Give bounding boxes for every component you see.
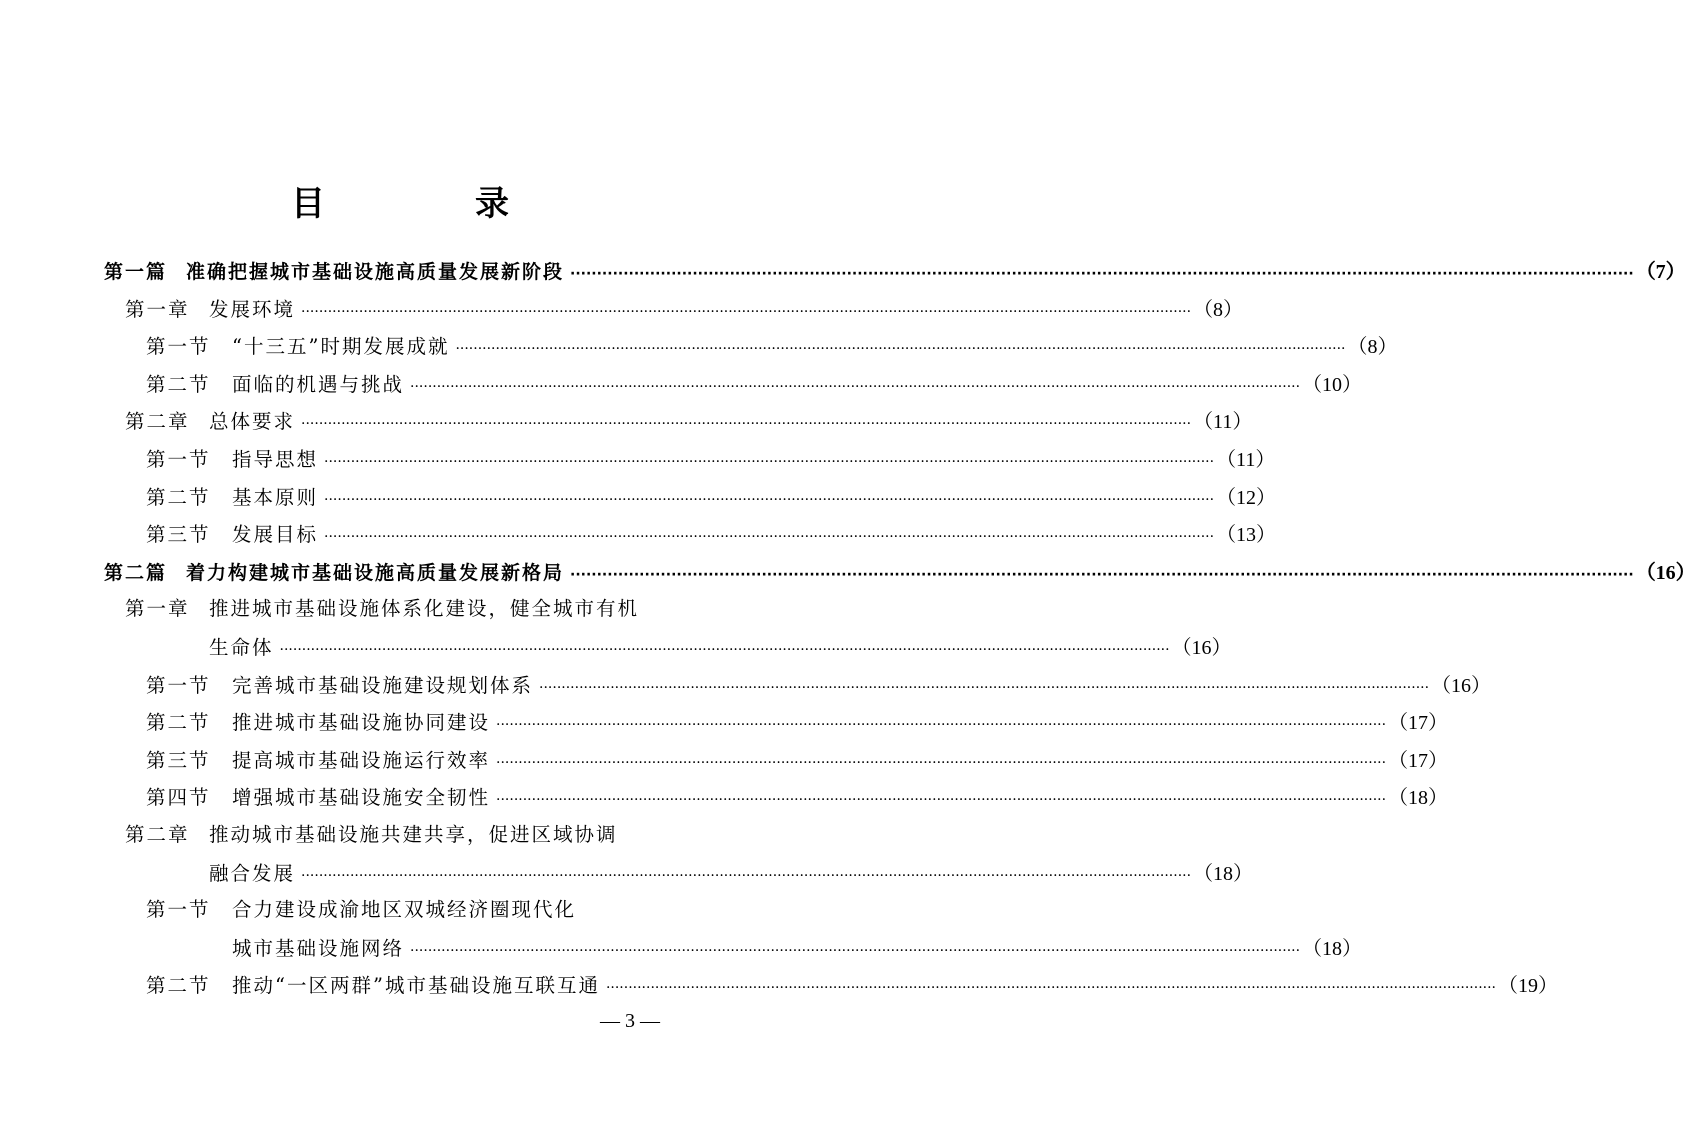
toc-entry-label: “十三五”时期发展成就 — [232, 335, 450, 359]
toc-entry — [146, 706, 1449, 735]
toc-entry-number: 第一节 — [146, 335, 211, 359]
toc-entry — [146, 969, 1558, 998]
toc-leader-dots: ········································································································································································································ — [301, 303, 1192, 320]
toc-entry-label: 合力建设成渝地区双城经济圈现代化 — [232, 898, 577, 922]
toc-entry-label: 完善城市基础设施建设规划体系 — [232, 673, 534, 697]
toc-entry-continuation — [209, 857, 1254, 886]
toc-entry — [104, 556, 1696, 585]
toc-leader-dots: ········································································································································································································ — [410, 942, 1301, 959]
toc-leader-dots: ········································································································································································································ — [301, 867, 1192, 884]
toc-entry — [146, 443, 1276, 472]
toc-entry-number: 第二节 — [146, 372, 211, 396]
toc-entry — [125, 593, 639, 621]
toc-leader-dots: ········································································································································································································ — [496, 792, 1387, 809]
toc-entry-label: 发展环境 — [209, 297, 296, 321]
toc-leader-dots: ········································································································································································································ — [324, 454, 1215, 470]
toc-entry — [146, 744, 1449, 773]
toc-entry — [146, 669, 1492, 698]
toc-entry-page: （19） — [1498, 975, 1558, 998]
toc-entry-label: 发展目标 — [232, 523, 319, 547]
toc-entry-number: 第二节 — [146, 711, 211, 735]
toc-entry-label: 融合发展 — [209, 861, 296, 885]
toc-leader-dots: ········································································································································································································ — [301, 416, 1192, 433]
page-number: — 3 — — [600, 1010, 660, 1032]
toc-entry-number: 第三节 — [146, 523, 211, 547]
toc-entry-label: 推进城市基础设施体系化建设，健全城市有机 — [209, 597, 640, 621]
toc-entry-continuation — [209, 631, 1232, 660]
toc-entry-label: 着力构建城市基础设施高质量发展新格局 — [186, 561, 565, 584]
toc-entry-label: 增强城市基础设施安全韧性 — [232, 786, 491, 810]
toc-leader-dots: ········································································································································································································ — [324, 529, 1215, 546]
toc-leader-dots: ········································································································································································································ — [324, 491, 1215, 508]
toc-leader-dots: ········································································································································································································ — [605, 980, 1496, 997]
toc-entry-label: 城市基础设施网络 — [232, 936, 405, 960]
toc-entry-page: （11） — [1216, 449, 1276, 471]
toc-entry-number: 第一节 — [146, 673, 211, 697]
toc-entry-label: 准确把握城市基础设施高质量发展新阶段 — [186, 261, 565, 283]
toc-entry-number: 第二章 — [125, 823, 190, 846]
toc-leader-dots: ········································································································································································································ — [570, 566, 1634, 583]
toc-entry-page: （10） — [1302, 373, 1363, 396]
toc-entry-label: 基本原则 — [232, 485, 319, 509]
toc-entry-page: （18） — [1302, 937, 1363, 960]
toc-entry-page: （17） — [1388, 712, 1449, 735]
toc-entry-label: 推动“一区两群”城市基础设施互联互通 — [232, 974, 600, 998]
toc-leader-dots: ········································································································································································································ — [570, 266, 1634, 282]
toc-entry-number: 第一节 — [146, 898, 211, 922]
toc-entry — [125, 819, 618, 847]
toc-entry-label: 推动城市基础设施共建共享，促进区域协调 — [209, 823, 618, 846]
toc-entry-label: 推进城市基础设施协同建设 — [232, 711, 491, 735]
toc-leader-dots: ········································································································································································································ — [496, 717, 1387, 734]
toc-entry-page: （13） — [1216, 524, 1277, 547]
toc-entry-page: （16） — [1635, 561, 1696, 584]
toc-leader-dots: ········································································································································································································ — [539, 679, 1430, 696]
toc-entry-number: 第一章 — [125, 597, 190, 621]
toc-entry-number: 第二节 — [146, 974, 211, 998]
toc-entry-page: （7） — [1635, 261, 1686, 283]
page-title: 目 录 — [291, 184, 567, 224]
toc-entry — [146, 518, 1277, 547]
toc-entry-number: 第一篇 — [104, 261, 168, 283]
toc-leader-dots: ········································································································································································································ — [279, 642, 1170, 658]
toc-entry-number: 第三节 — [146, 748, 211, 772]
toc-entry-page: （8） — [1347, 336, 1398, 359]
toc-entry — [146, 781, 1449, 810]
toc-entry — [104, 255, 1686, 284]
toc-entry — [146, 368, 1363, 397]
toc-entry-page: （12） — [1216, 486, 1277, 509]
toc-entry-number: 第一章 — [125, 297, 190, 321]
toc-entry — [125, 405, 1253, 434]
toc-entry-continuation — [232, 932, 1363, 961]
toc-entry-number: 第四节 — [146, 786, 211, 810]
toc-entry-page: （16） — [1171, 637, 1232, 659]
toc-entry — [146, 894, 576, 922]
toc-leader-dots: ········································································································································································································ — [496, 754, 1387, 771]
toc-entry-label: 生命体 — [209, 636, 274, 659]
toc-entry-page: （18） — [1193, 862, 1254, 885]
toc-entry-page: （17） — [1388, 749, 1449, 772]
toc-entry-label: 面临的机遇与挑战 — [232, 372, 405, 396]
toc-entry — [125, 293, 1244, 322]
toc-entry-number: 第二节 — [146, 485, 211, 509]
toc-entry-label: 总体要求 — [209, 410, 296, 434]
toc-entry — [146, 330, 1398, 359]
toc-entry-page: （8） — [1193, 298, 1244, 321]
toc-entry-page: （16） — [1431, 674, 1492, 697]
toc-entry-label: 指导思想 — [232, 448, 319, 471]
toc-entry-number: 第二章 — [125, 410, 190, 434]
toc-entry-page: （18） — [1388, 787, 1449, 810]
toc-entry-number: 第一节 — [146, 448, 211, 471]
toc-leader-dots: ········································································································································································································ — [455, 341, 1346, 358]
toc-entry-page: （11） — [1193, 411, 1253, 434]
toc-entry-number: 第二篇 — [104, 561, 168, 584]
toc-leader-dots: ········································································································································································································ — [410, 378, 1301, 395]
toc-entry-label: 提高城市基础设施运行效率 — [232, 748, 491, 772]
toc-entry — [146, 481, 1277, 510]
